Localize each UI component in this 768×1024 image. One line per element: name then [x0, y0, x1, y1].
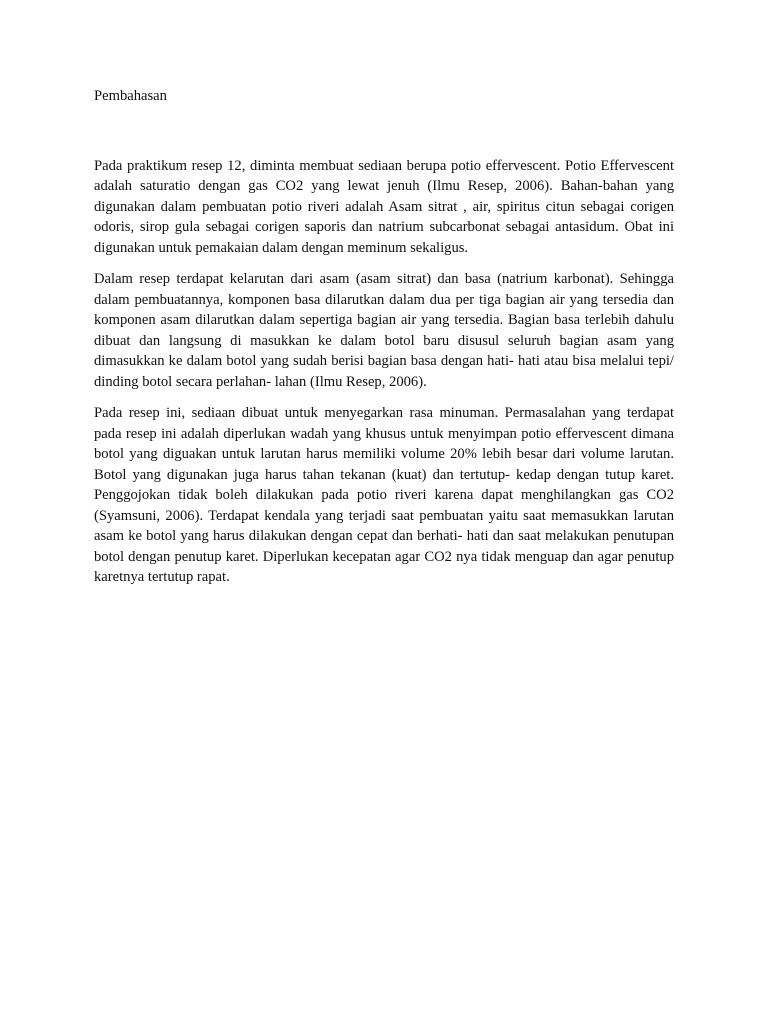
- paragraph-2: Dalam resep terdapat kelarutan dari asam (asam sitrat) dan basa (natrium karbonat). Sehingga dalam pembuatannya, komponen basa dilarutkan dalam dua per tiga bagian air yang tersedia dan komponen asam dilarutkan dalam sepertiga bagian air yang tersedia. Bagian basa terlebih dahulu dibuat dan langsung di masukkan ke dalam botol baru disusul seluruh bagian asam yang dimasukkan ke dalam botol yang sudah berisi bagian basa dengan hati- hati atau bisa melalui tepi/ dinding botol secara perlahan- lahan (Ilmu Resep, 2006).: [94, 271, 674, 390]
- section-heading: Pembahasan: [94, 88, 167, 104]
- paragraph-3: Pada resep ini, sediaan dibuat untuk menyegarkan rasa minuman. Permasalahan yang terdapat pada resep ini adalah diperlukan wadah yang khusus untuk menyimpan potio effervescent dimana botol yang diguakan untuk larutan harus memiliki volume 20% lebih besar dari volume larutan. Botol yang digunakan juga harus tahan tekanan (kuat) dan tertutup- kedap dengan tutup karet. Penggojokan tidak boleh dilakukan pada potio riveri karena dapat menghilangkan gas CO2 (Syamsuni, 2006). Terdapat kendala yang terjadi saat pembuatan yaitu saat memasukkan larutan asam ke botol yang harus dilakukan dengan cepat dan berhati- hati dan saat melakukan penutupan botol dengan penutup karet. Diperlukan kecepatan agar CO2 nya tidak menguap dan agar penutup karetnya tertutup rapat.: [94, 405, 674, 585]
- paragraph-1: Pada praktikum resep 12, diminta membuat sediaan berupa potio effervescent. Potio Effervescent adalah saturatio dengan gas CO2 yang lewat jenuh (Ilmu Resep, 2006). Bahan-bahan yang digunakan dalam pembuatan potio riveri adalah Asam sitrat , air, spiritus citun sebagai corigen odoris, sirop gula sebagai corigen saporis dan natrium subcarbonat sebagai antasidum. Obat ini digunakan untuk pemakaian dalam dengan meminum sekaligus.: [94, 157, 674, 256]
- document-body: [94, 86, 674, 599]
